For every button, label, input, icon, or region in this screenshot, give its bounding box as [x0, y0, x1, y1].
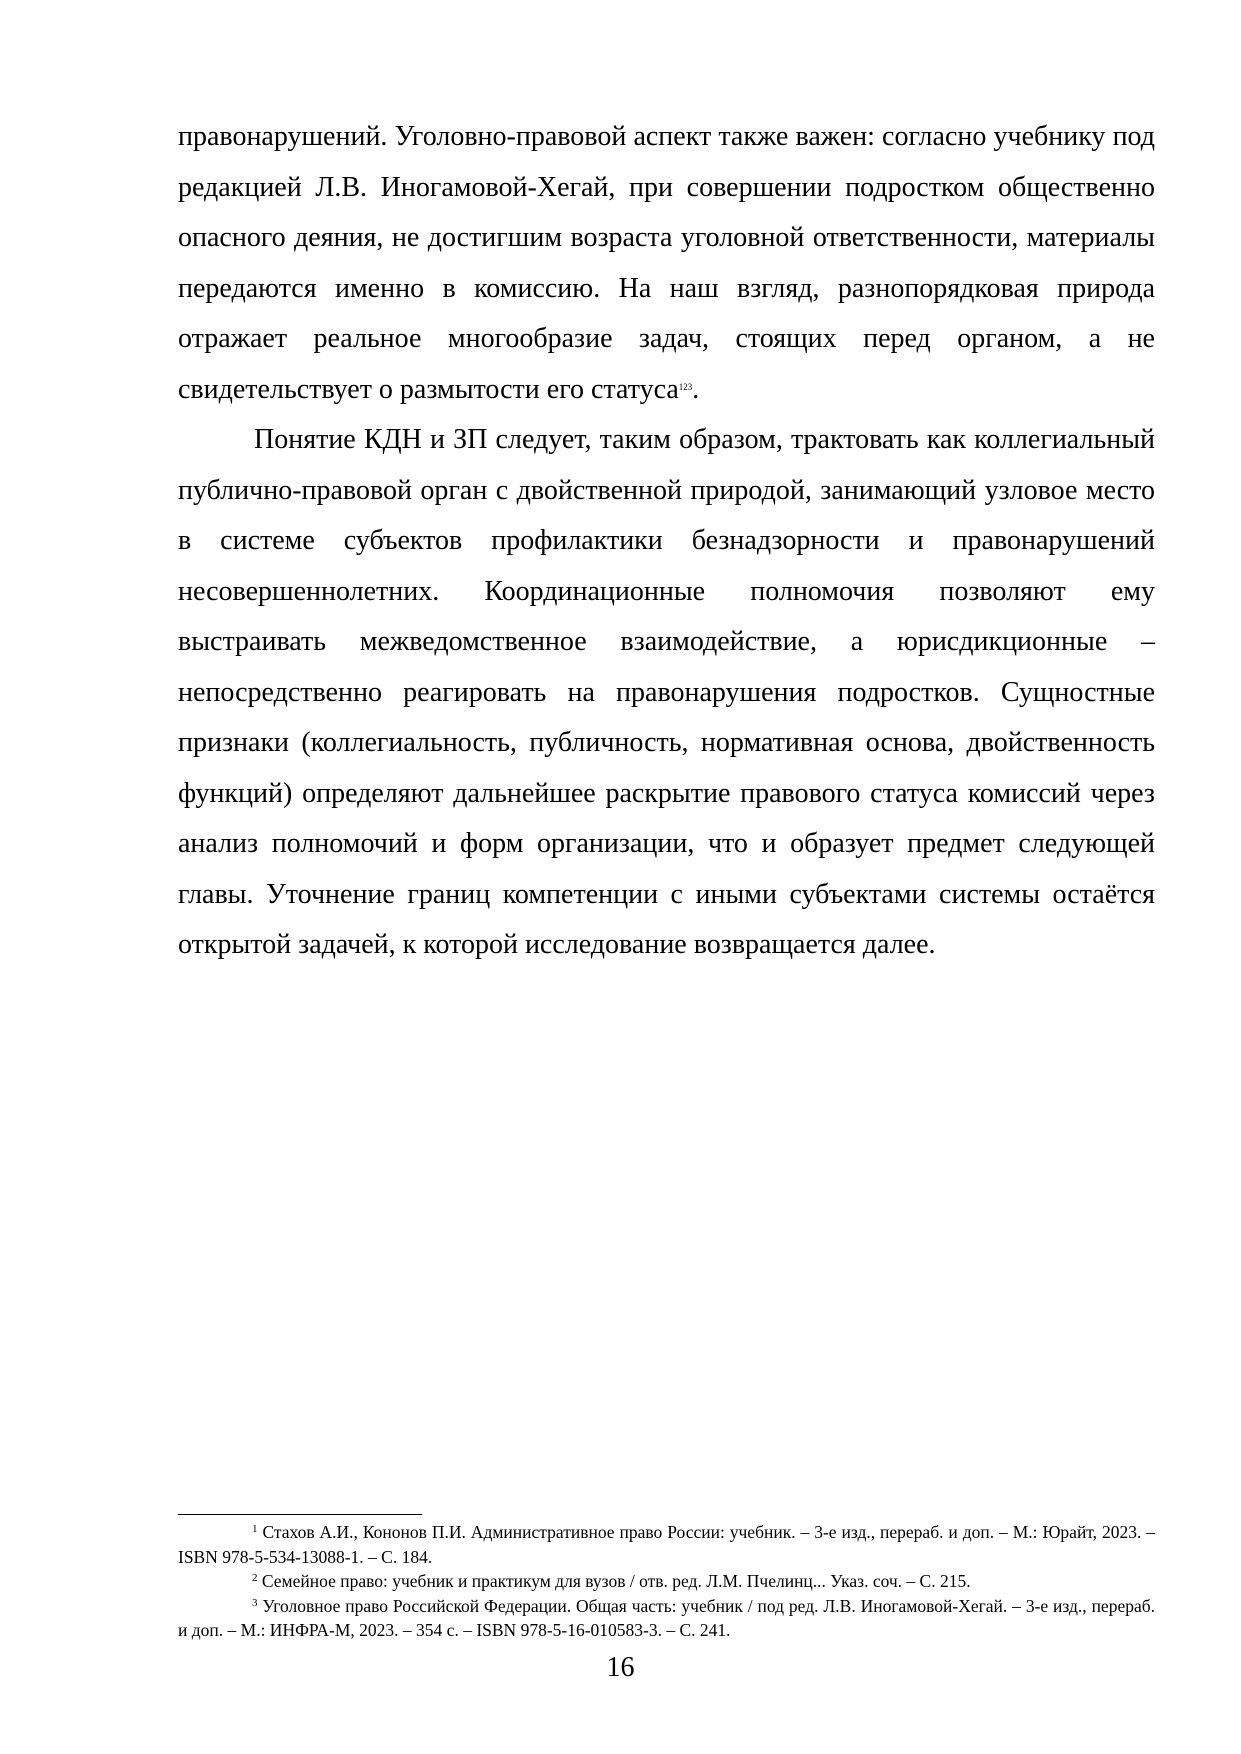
footnotes [178, 1520, 1155, 1643]
body-paragraph [178, 415, 1155, 971]
paragraph-tail: . [692, 373, 700, 405]
footnote-number: 1 [252, 1523, 258, 1535]
footnote-text: Уголовное право Российской Федерации. Общая часть: учебник / под ред. Л.В. Иногамовой-Хегай. – 3-е изд., перераб. и доп. – М.: ИНФРА-М, 2023. – 354 с. – ISBN 978-5-16-010583-3. – С. 241. [178, 1595, 1156, 1640]
footnote-reference: 123 [678, 381, 693, 392]
footnote-separator [178, 1514, 422, 1515]
paragraph-text: Понятие КДН и ЗП следует, таким образом, трактовать как коллегиальный публично-правовой орган с двойственной природой, занимающий узловое место в системе субъектов профилактики безнадзорности и правонарушений несовершеннолетних. Координационные полномочия позволяют ему выстраивать межведомственное взаимодействие, а юрисдикционные – непосредственно реагировать на правонарушения подростков. Сущностные признаки (коллегиальность, публичность, нормативная основа, двойственность функций) определяют дальнейшее раскрытие правового статуса комиссий через анализ полномочий и форм организации, что и образует предмет следующей главы. Уточнение границ компетенции с иными субъектами системы остаётся открытой задачей, к которой исследование возвращается далее. [178, 424, 1155, 960]
paragraph-text: правонарушений. Уголовно-правовой аспект также важен: согласно учебнику под редакцией Л.В. Иногамовой-Хегай, при совершении подростком общественно опасного деяния, не достигшим возраста уголовной ответственности, материалы передаются именно в комиссию. На наш взгляд, разнопорядковая природа отражает реальное многообразие задач, стоящих перед органом, а не свидетельствует о размытости его статуса [178, 121, 1155, 405]
footnote [178, 1594, 1155, 1643]
main-text [178, 112, 1155, 971]
footnote-text: Стахов А.И., Кононов П.И. Административное право России: учебник. – 3-е изд., перераб. и доп. – М.: Юрайт, 2023. – ISBN 978-5-534-13088-1. – С. 184. [178, 1522, 1156, 1567]
footnote [178, 1569, 1155, 1594]
page-number: 16 [606, 1652, 635, 1683]
footnote [178, 1520, 1155, 1569]
footnote-number: 2 [252, 1572, 258, 1584]
body-paragraph [178, 112, 1155, 415]
footnote-number: 3 [252, 1596, 258, 1609]
footnote-text: Семейное право: учебник и практикум для вузов / отв. ред. Л.М. Пчелинц... Указ. соч. – С. 215. [261, 1571, 971, 1591]
